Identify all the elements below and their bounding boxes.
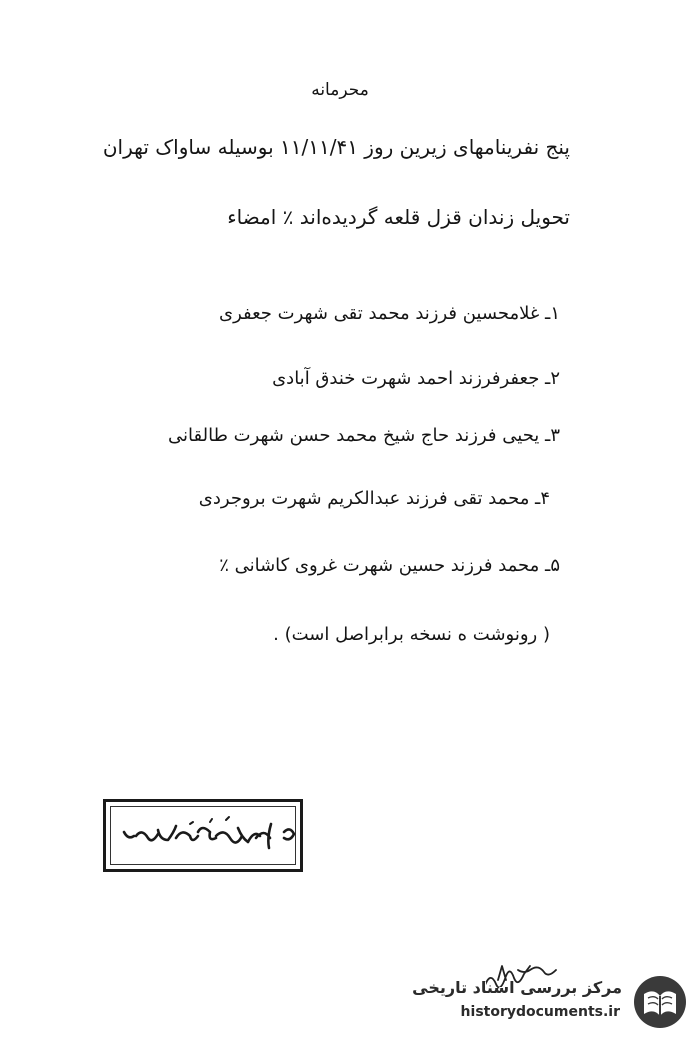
- watermark-url: historydocuments.ir: [460, 1004, 620, 1020]
- intro-line-2: تحویل زندان قزل قلعه گردیده‌اند ٪ امضاء: [227, 205, 570, 229]
- watermark-org-name: مرکز بررسی اسناد تاریخی: [412, 978, 622, 997]
- list-item: ۱ـ غلامحسین فرزند محمد تقی شهرت جعفری: [219, 303, 560, 324]
- list-item: ۴ـ محمد تقی فرزند عبدالکریم شهرت بروجردی: [198, 488, 550, 509]
- list-item: ۲ـ جعفرفرزند احمد شهرت خندق آبادی: [272, 368, 560, 389]
- document-heading: محرمانه: [311, 80, 369, 100]
- list-item: ۳ـ یحیی فرزند حاج شیخ محمد حسن شهرت طالقانی: [168, 425, 560, 446]
- watermark: [410, 972, 692, 1032]
- book-logo-icon: [632, 974, 688, 1030]
- list-item: ۵ـ محمد فرزند حسین شهرت غروی کاشانی ٪: [219, 555, 560, 576]
- copy-note: ( رونوشت ه نسخه برابراصل است) .: [273, 624, 550, 645]
- stamp-handwriting-icon: [106, 802, 306, 875]
- intro-line-1: پنج نفرینامهای زیرین روز ۱۱/۱۱/۴۱ بوسیله ساواک تهران: [102, 135, 570, 159]
- film-stamp: [103, 799, 303, 872]
